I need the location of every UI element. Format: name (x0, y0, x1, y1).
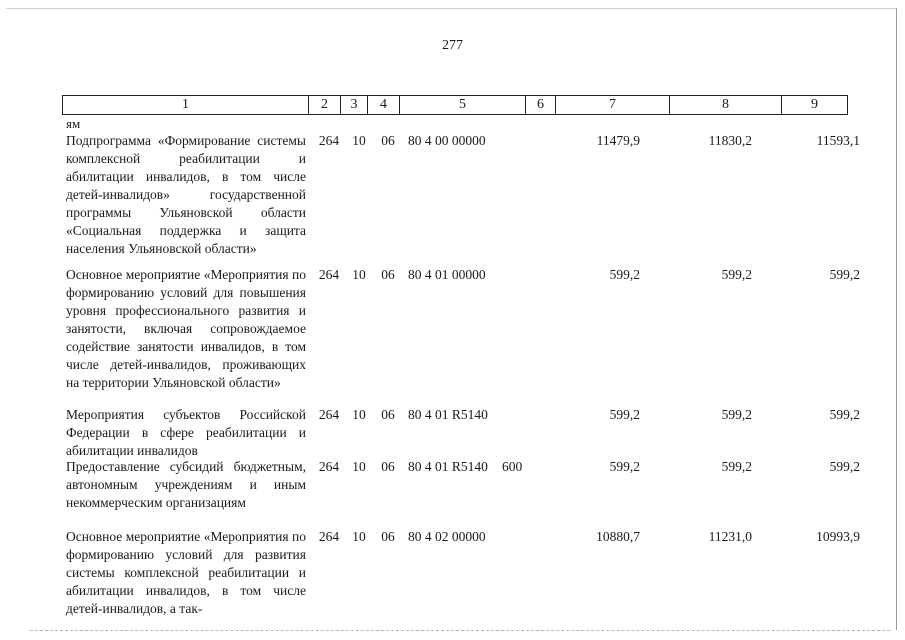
row-value-col7: 599,2 (609, 407, 640, 422)
row-csr: 80 4 01 R5140 (408, 459, 488, 474)
row-pr: 06 (381, 529, 395, 544)
row-name: Подпрограмма «Формирование системы комплексной реабилитации и абилитации инвалидов, в том числе детей-инвалидов» государственной программы Ульяновской области «Социальная поддержка и защита населения Ульяновской области» (66, 133, 306, 256)
row-value-col8: 11830,2 (708, 133, 752, 148)
table-row (66, 458, 866, 528)
row-grbs: 264 (318, 529, 340, 544)
table-body (66, 116, 866, 618)
header-col-5: 5 (400, 96, 526, 114)
row-pr: 06 (381, 459, 395, 474)
table-row (66, 406, 866, 458)
header-col-6: 6 (526, 96, 556, 114)
row-grbs: 264 (318, 407, 340, 422)
row-pr: 06 (381, 133, 395, 148)
row-vr (502, 132, 532, 266)
row-rz: 10 (352, 529, 366, 544)
table-row (66, 266, 866, 406)
row-pr: 06 (381, 407, 395, 422)
row-vr (502, 528, 532, 618)
row-rz: 10 (352, 407, 366, 422)
row-value-col9: 599,2 (829, 267, 860, 282)
row-name: Мероприятия субъектов Российской Федерации в сфере реабилитации и абилитации инвалидов (66, 407, 306, 458)
row-grbs: 264 (318, 267, 340, 282)
row-rz: 10 (352, 133, 366, 148)
row-value-col9: 10993,9 (816, 529, 860, 544)
row-value-col9: 599,2 (829, 459, 860, 474)
row-name: Основное мероприятие «Мероприятия по формированию условий для повышения уровня профессионального развития и занятости, включая сопровождаемое содействие занятости инвалидов, в том числе детей-инвалидов, проживающих на территории Ульяновской области» (66, 267, 306, 390)
row-rz: 10 (352, 459, 366, 474)
row-csr: 80 4 02 00000 (408, 529, 486, 544)
row-vr (502, 266, 532, 406)
row-name: Предоставление субсидий бюджетным, автономным учреждениям и иным некоммерческим организациям (66, 459, 306, 510)
row-vr: 600 (502, 459, 523, 474)
header-col-8: 8 (670, 96, 782, 114)
table-header (62, 95, 848, 115)
row-value-col9: 599,2 (829, 407, 860, 422)
table-row (66, 528, 866, 618)
row-pr: 06 (381, 267, 395, 282)
row-csr: 80 4 00 00000 (408, 133, 486, 148)
row-value-col7: 11479,9 (596, 133, 640, 148)
header-col-1: 1 (63, 96, 309, 114)
row-value-col8: 599,2 (721, 459, 752, 474)
header-col-2: 2 (309, 96, 341, 114)
row-rz: 10 (352, 267, 366, 282)
row-csr: 80 4 01 R5140 (408, 407, 488, 422)
row-value-col8: 11231,0 (708, 529, 752, 544)
row-value-col7: 10880,7 (596, 529, 640, 544)
row-vr (502, 406, 532, 458)
table-row (66, 132, 866, 266)
page-number: 277 (442, 38, 463, 53)
continuation-text: ям (66, 116, 81, 131)
header-col-4: 4 (368, 96, 400, 114)
header-col-9: 9 (811, 97, 818, 112)
row-value-col7: 599,2 (609, 267, 640, 282)
row-grbs: 264 (318, 459, 340, 474)
page-bottom-edge (30, 630, 890, 632)
row-value-col7: 599,2 (609, 459, 640, 474)
row-csr: 80 4 01 00000 (408, 267, 486, 282)
row-value-col8: 599,2 (721, 407, 752, 422)
row-name: Основное мероприятие «Мероприятия по формированию условий для развития системы комплексной реабилитации и абилитации инвалидов, в том числе детей-инвалидов, а так- (66, 529, 306, 616)
header-col-3: 3 (341, 96, 368, 114)
header-col-7: 7 (556, 96, 670, 114)
row-value-col8: 599,2 (721, 267, 752, 282)
row-value-col9: 11593,1 (816, 133, 860, 148)
row-grbs: 264 (318, 133, 340, 148)
